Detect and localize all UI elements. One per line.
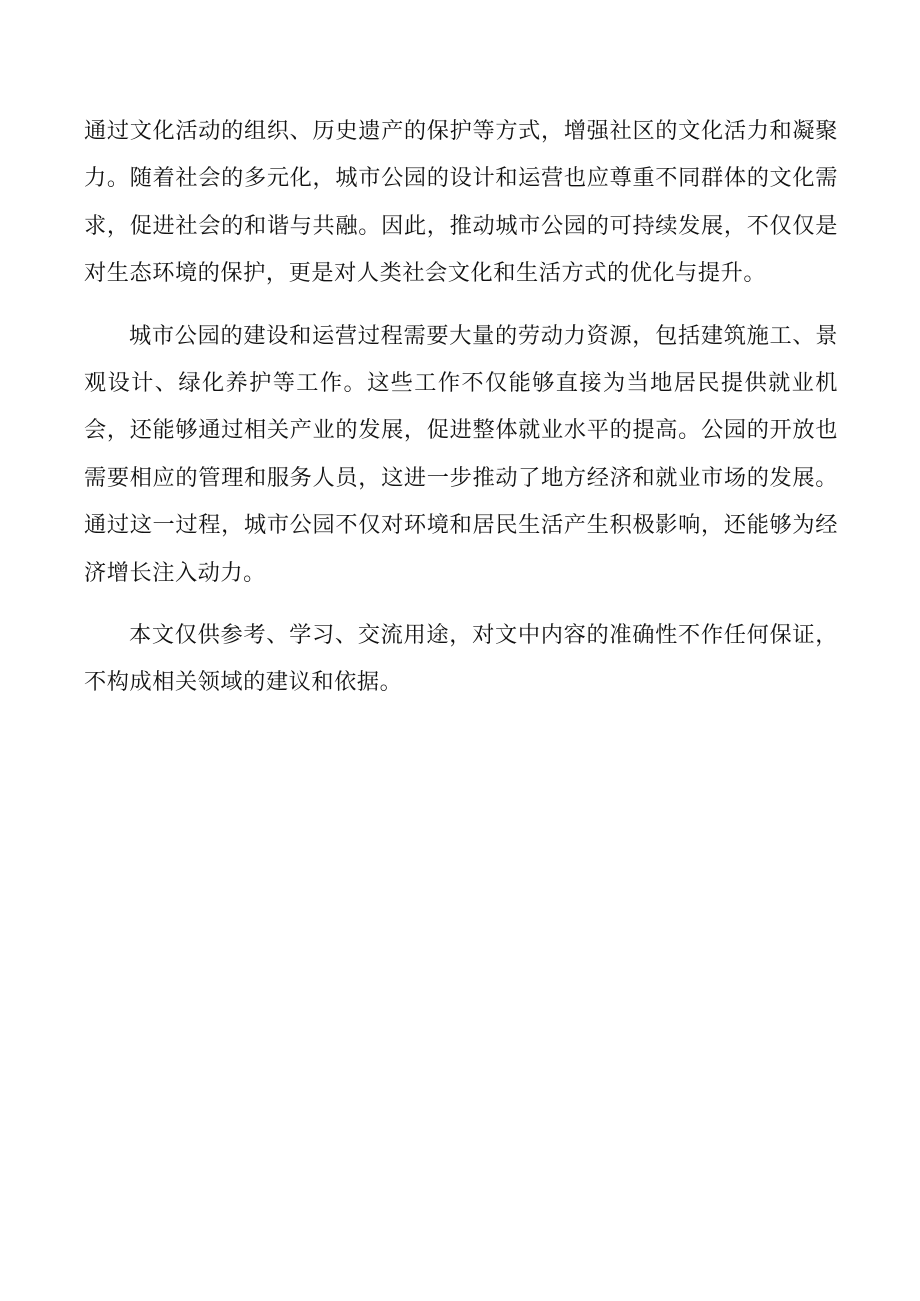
paragraph-employment: 城市公园的建设和运营过程需要大量的劳动力资源，包括建筑施工、景观设计、绿化养护等工作。这些工作不仅能够直接为当地居民提供就业机会，还能够通过相关产业的发展，促进整体就业水平的提高。公园的开放也需要相应的管理和服务人员，这进一步推动了地方经济和就业市场的发展。通过这一过程，城市公园不仅对环境和居民生活产生积极影响，还能够为经济增长注入动力。 [84, 322, 838, 586]
paragraph-disclaimer: 本文仅供参考、学习、交流用途，对文中内容的准确性不作任何保证，不构成相关领域的建议和依据。 [84, 622, 838, 696]
paragraph-continuation: 通过文化活动的组织、历史遗产的保护等方式，增强社区的文化活力和凝聚力。随着社会的多元化，城市公园的设计和运营也应尊重不同群体的文化需求，促进社会的和谐与共融。因此，推动城市公园的可持续发展，不仅仅是对生态环境的保护，更是对人类社会文化和生活方式的优化与提升。 [84, 118, 838, 287]
document-body [84, 108, 838, 722]
